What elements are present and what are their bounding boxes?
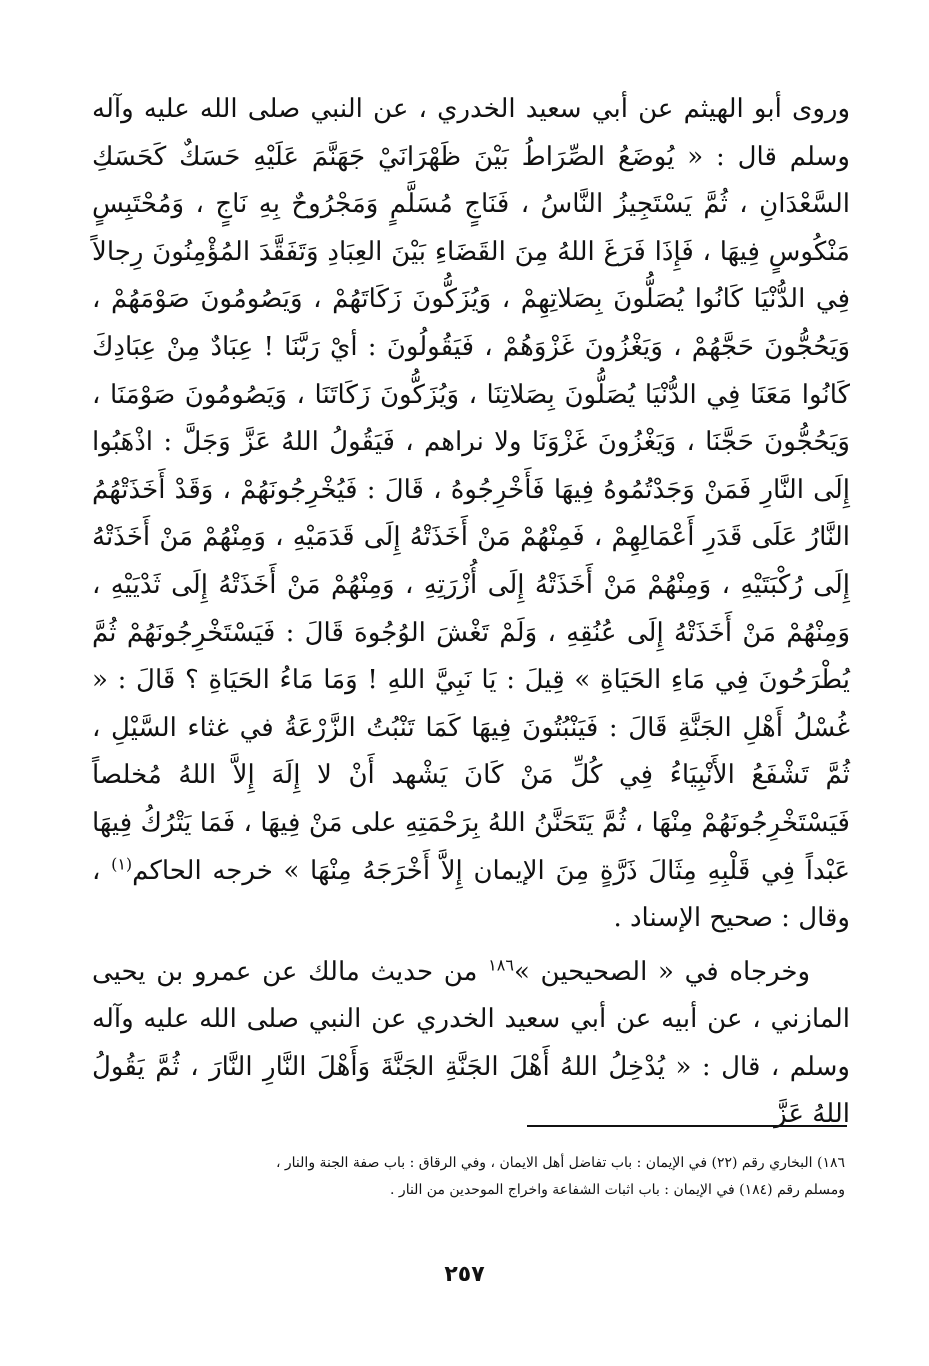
page-number: ٢٥٧: [444, 1262, 485, 1287]
paragraph-1-tail: خرجه الحاكم: [132, 855, 273, 886]
paragraph-1-end: ، وقال : صحيح الإسناد .: [92, 855, 850, 934]
footnote-line-1: ١٨٦) البخاري رقم (٢٢) في الإيمان : باب تفاضل أهل الايمان ، وفي الرقاق : باب صفة الجنة والنار ،: [275, 1155, 845, 1171]
footnote-ref-1: (١): [111, 853, 133, 873]
footnote-divider: [527, 1125, 847, 1127]
paragraph-2-start: وخرجاه في « الصحيحين »: [513, 956, 811, 987]
paragraph-2-rest: من حديث مالك عن عمرو بن يحيى المازني ، عن أبيه عن أبي سعيد الخدري عن النبي صلى الله عليه وآله وسلم ، قال : « يُدْخِلُ اللهُ أَهْلَ الجَنَّةِ الجَنَّةَ وَأَهْلَ النَّارِ النَّارَ ، ثُمَّ يَقُولُ اللهُ عَزَّ: [92, 956, 850, 1130]
footnote-line-2: ومسلم رقم (١٨٤) في الإيمان : باب اثبات الشفاعة واخراج الموحدين من النار .: [390, 1182, 845, 1198]
footnote-ref-186: ١٨٦: [488, 955, 514, 975]
paragraph-hadith: [92, 86, 850, 943]
paragraph-1-text: وروى أبو الهيثم عن أبي سعيد الخدري ، عن النبي صلى الله عليه وآله وسلم قال : « يُوضَعُ الصِّرَاطُ بَيْنَ ظَهْرَانَيْ جَهَنَّمَ عَلَيْهِ حَسَكٌ كَحَسَكِ السَّعْدَانِ ، ثُمَّ يَسْتَجِيزُ النَّاسُ ، فَنَاجٍ مُسَلَّمٍ وَمَجْرُوحٌ بِهِ نَاجٍ ، وَمُحْتَبِسٍ مَنْكُوسٍ فِيهَا ، فَإِذَا فَرَغَ اللهُ مِنَ القَضَاءِ بَيْنَ العِبَادِ وَتَفَقَّدَ المُؤْمِنُونَ رِجالاً فِي الدُّنْيَا كَانُوا يُصَلُّونَ بِصَلاتِهِمْ ، وَيُزَكُّونَ زَكَاتَهُمْ ، وَيَصُومُونَ صَوْمَهُمْ ، وَيَحُجُّونَ حَجَّهُمْ ، وَيَغْزُونَ غَزْوَهُمْ ، فَيَقُولُونَ : أيْ رَبَّنَا ! عِبَادٌ مِنْ عِبَادِكَ كَانُوا مَعَنَا فِي الدُّنْيَا يُصَلُّونَ بِصَلاتِنَا ، وَيُزَكُّونَ زَكَاتَنَا ، وَيَصُومُونَ صَوْمَنَا ، وَيَحُجُّونَ حَجَّنَا ، وَيَغْزُونَ غَزْوَنَا ولا نراهم ، فَيَقُولُ اللهُ عَزَّ وَجَلَّ : اذْهَبُوا إِلَى النَّارِ فَمَنْ وَجَدْتُمُوهُ فِيهَا فَأَخْرِجُوهُ ، قَالَ : فَيُخْرِجُونَهُمْ ، وَقَدْ أَخَذَتْهُمُ النَّارُ عَلَى قَدَرِ أَعْمَالِهِمْ ، فَمِنْهُمْ مَنْ أَخَذَتْهُ إِلَى قَدَمَيْهِ ، وَمِنْهُمْ مَنْ أَخَذَتْهُ إِلَى رُكْبَتَيْهِ ، وَمِنْهُمْ مَنْ أَخَذَتْهُ إِلَى أُزْرَتِهِ ، وَمِنْهُمْ مَنْ أَخَذَتْهُ إِلَى ثَدْيَيْهِ ، وَمِنْهُمْ مَنْ أَخَذَتْهُ إِلَى عُنُقِهِ ، وَلَمْ تَغْشَ الوُجُوهَ قَالَ : فَيَسْتَخْرِجُونَهُمْ ثُمَّ يُطْرَحُونَ فِي مَاءِ الحَيَاةِ » قِيلَ : يَا نَبِيَّ اللهِ ! وَمَا مَاءُ الحَيَاةِ ؟ قَالَ : « غُسْلُ أَهْلِ الجَنَّةِ قَالَ : فَيَنْبُتُونَ فِيهَا كَمَا تَنْبُتُ الزَّرْعَةُ في غثاء السَّيْلِ ، ثُمَّ تَشْفَعُ الأَنْبِيَاءُ فِي كُلِّ مَنْ كَانَ يَشْهد أَنْ لا إِلَهَ إِلاَّ اللهُ مُخلصاً فَيَسْتَخْرِجُونَهُمْ مِنْهَا ، ثُمَّ يَتَحَنَّنُ اللهُ بِرَحْمَتِهِ على مَنْ فِيهَا ، فَمَا يَتْرُكُ فِيهَا عَبْداً فِي قَلْبِهِ مِثَالَ ذَرَّةٍ مِنَ الإيمان إِلاَّ أَخْرَجَهُ مِنْهَا »: [92, 94, 851, 886]
paragraph-sahihain: [92, 949, 850, 1139]
footnotes: [85, 1150, 845, 1204]
main-text: [92, 86, 850, 1139]
